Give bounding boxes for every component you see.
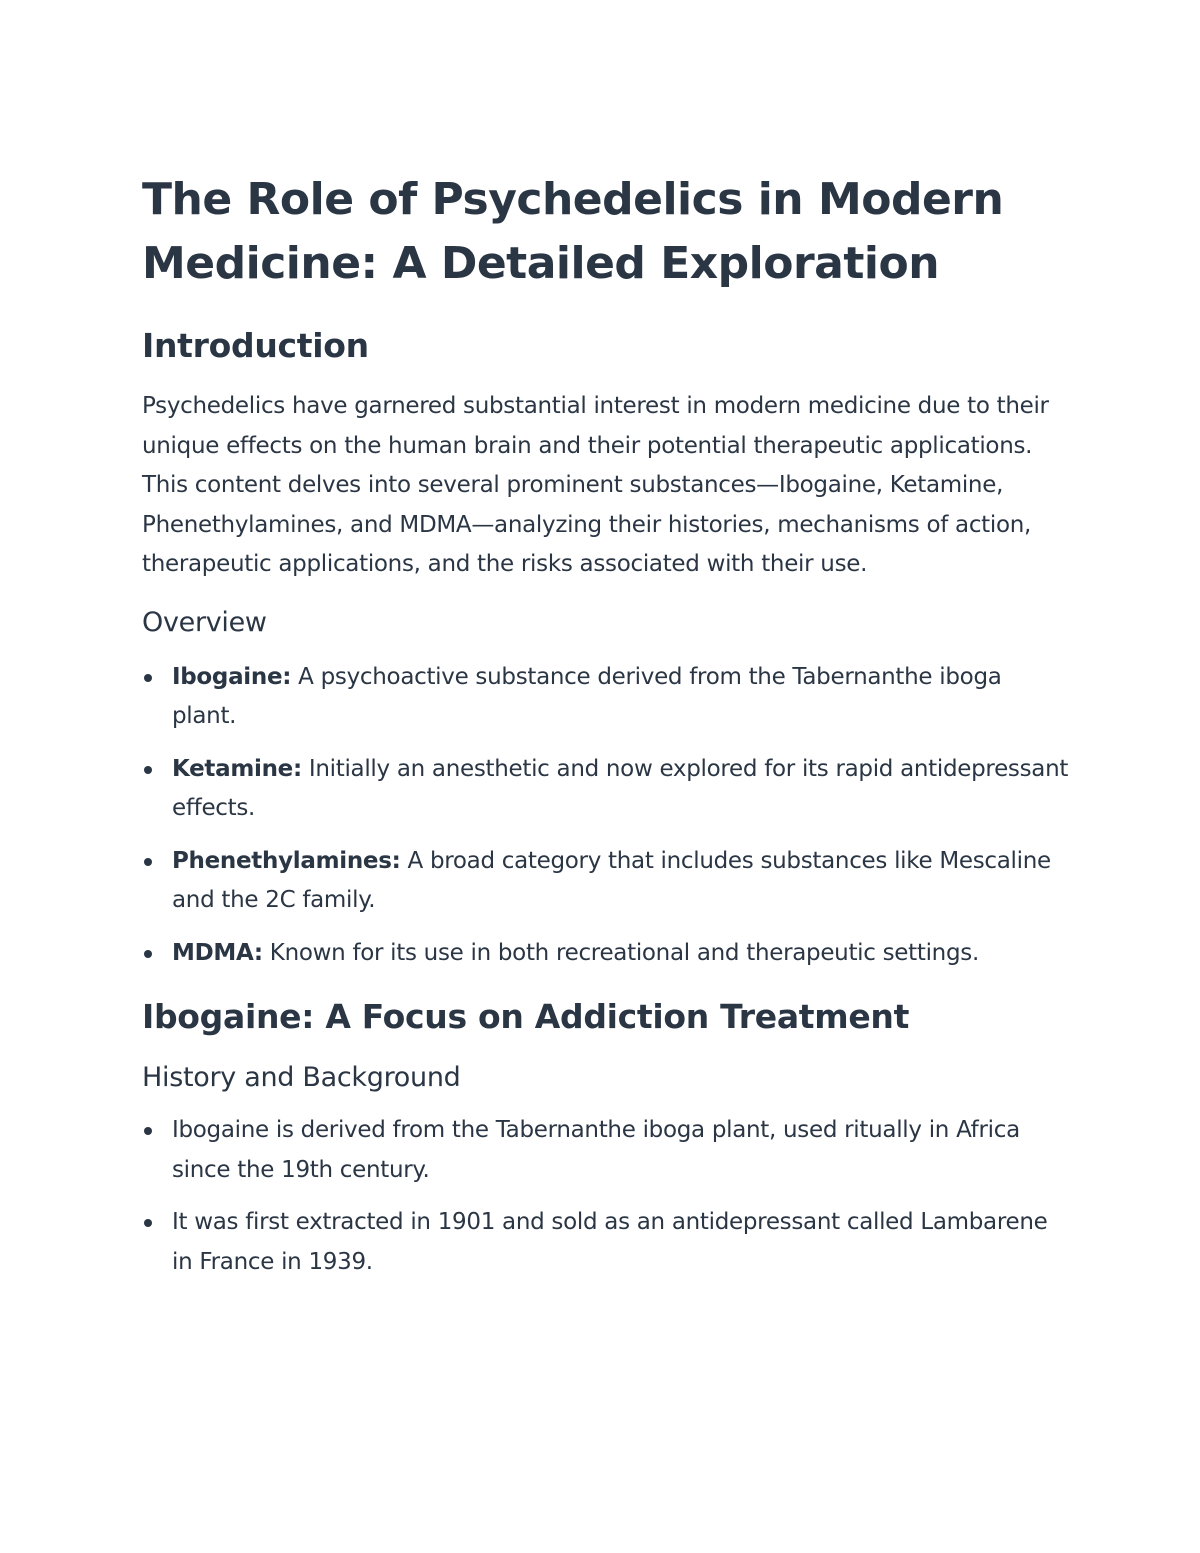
bullet-icon [144, 1219, 152, 1227]
list-item [142, 750, 1072, 829]
list-item-term: MDMA: [172, 939, 263, 966]
list-item-term: Ketamine: [172, 755, 302, 782]
list-item-text: It was first extracted in 1901 and sold as an antidepressant called Lambarene in France in 1939. [172, 1209, 1048, 1275]
list-item-text: A broad category that includes substances like Mescaline and the 2C family. [172, 847, 1051, 913]
bullet-icon [144, 858, 152, 866]
document-page [142, 168, 1072, 1282]
list-item-text: Ibogaine is derived from the Tabernanthe iboga plant, used ritually in Africa since the 19th century. [172, 1117, 1020, 1183]
document-title: The Role of Psychedelics in Modern Medicine: A Detailed Exploration [142, 174, 1004, 289]
history-list [142, 1111, 1072, 1282]
bullet-icon [144, 950, 152, 958]
subsection-heading-history: History and Background [142, 1062, 461, 1093]
list-item-text: A psychoactive substance derived from the Tabernanthe iboga plant. [172, 663, 1002, 729]
list-item [142, 842, 1072, 921]
list-item [142, 658, 1072, 737]
list-item-term: Phenethylamines: [172, 847, 401, 874]
list-item-text: Initially an anesthetic and now explored for its rapid antidepressant effects. [172, 755, 1069, 821]
section-heading-ibogaine: Ibogaine: A Focus on Addiction Treatment [142, 997, 910, 1036]
overview-list [142, 658, 1072, 974]
list-item-text: Known for its use in both recreational and therapeutic settings. [262, 939, 979, 966]
list-item-term: Ibogaine: [172, 663, 292, 690]
bullet-icon [144, 1127, 152, 1135]
list-item [142, 1111, 1072, 1190]
section-heading-introduction: Introduction [142, 326, 369, 365]
introduction-paragraph: Psychedelics have garnered substantial interest in modern medicine due to their unique effects on the human brain and their potential therapeutic applications. This content delves into several prominent substances—Ibogaine, Ketamine, Phenethylamines, and MDMA—analyzing their histories, mechanisms of action, therapeutic applications, and the risks associated with their use. [142, 393, 1049, 577]
list-item [142, 1203, 1072, 1282]
bullet-icon [144, 674, 152, 682]
list-item [142, 934, 1072, 974]
bullet-icon [144, 766, 152, 774]
subsection-heading-overview: Overview [142, 606, 267, 638]
